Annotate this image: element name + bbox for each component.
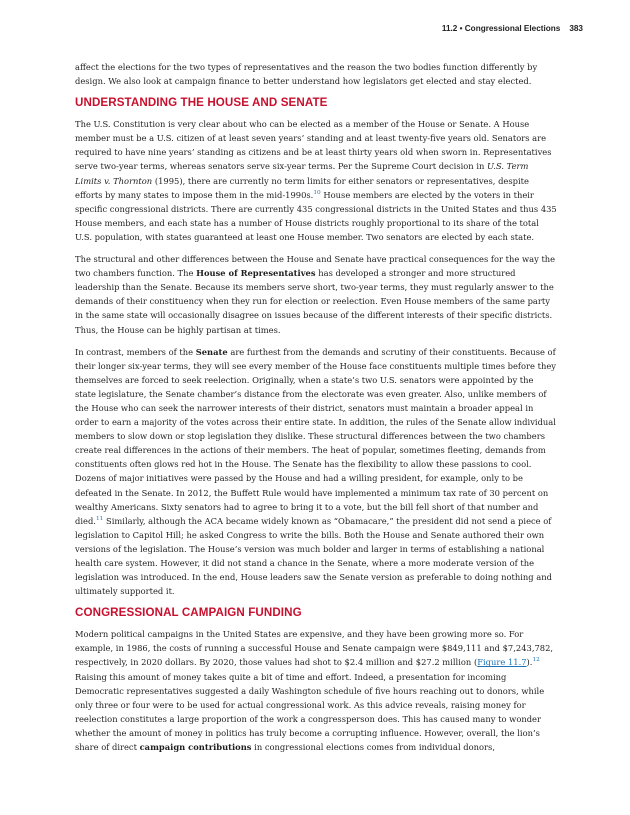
page-body: [75, 60, 557, 762]
key-term-senate: Senate: [195, 346, 228, 357]
running-head: [442, 24, 583, 33]
running-head-section: 11.2 • Congressional Elections: [441, 24, 561, 33]
figure-link[interactable]: Figure 11.7: [477, 657, 527, 668]
section-heading-campaign-funding: CONGRESSIONAL CAMPAIGN FUNDING: [75, 606, 302, 620]
section-heading-house-senate: UNDERSTANDING THE HOUSE AND SENATE: [75, 96, 328, 110]
intro-paragraph: affect the elections for the two types of representatives and the reason the two bodies function differently by design. We also look at campaign finance to better understand how legislators get elected and stay elected.: [75, 62, 538, 87]
case-name: U.S. Term Limits v. Thornton: [75, 161, 529, 186]
key-term-house: House of Representatives: [196, 268, 316, 279]
footnote-ref-11[interactable]: 11: [95, 515, 104, 522]
key-term-campaign-contributions: campaign contributions: [139, 742, 252, 753]
paragraph-eligibility: The U.S. Constitution is very clear about who can be elected as a member of the House or Senate. A House member must be a U.S. citizen of at least seven years’ standing and at least twenty-five years old. Senators are required to have nine years’ standing as citizens and be at least thirty years old when sworn in. Representatives serve two-year terms, whereas senators serve six-year terms. Per the Supreme Court decision in U.S. Term Limits v. Thornton (1995), there are currently no term limits for either senators or representatives, despite efforts by many states to impose them in the mid-1990s.$^{10}$ House members are elected by the voters in their specific congressional districts. There are currently 435 congressional districts in the United States and thus 435 House members, and each state has a number of House districts roughly proportional to its share of the total U.S. population, with states guaranteed at least one House member. Two senators are elected by each state.: [75, 119, 557, 242]
paragraph-senate-contrast: In contrast, members of the Senate are furthest from the demands and scrutiny of their constituents. Because of their longer six-year terms, they will see every member of the House face constituents multiple times before they themselves are forced to seek reelection. Originally, when a state’s two U.S. senators were appointed by the state legislature, the Senate chamber’s distance from the electorate was even greater. Also, unlike members of the House who can seek the narrower interests of their district, senators must maintain a broader appeal in order to earn a majority of the votes across their entire state. In addition, the rules of the Senate allow individual members to slow down or stop legislation they dislike. These structural differences between the two chambers create real differences in the actions of their members. The heat of popular, sometimes fleeting, demands from constituents often glows red hot in the House. The Senate has the flexibility to allow these passions to cool. Dozens of major initiatives were passed by the House and had a willing president, for example, only to be defeated in the Senate. In 2012, the Buffett Rule would have implemented a minimum tax rate of 30 percent on wealthy Americans. Sixty senators had to agree to bring it to a vote, but the bill fell short of that number and died.$^{11}$ Similarly, although the ACA became widely known as “Obamacare,” the president did not send a piece of legislation to Capitol Hill; he asked Congress to write the bills. Both the House and Senate authored their own versions of the legislation. The House’s version was much bolder and larger in terms of establishing a national health care system. However, it did not stand a chance in the Senate, where a more moderate version of the legislation was introduced. In the end, House leaders saw the Senate version as preferable to doing nothing and ultimately supported it.: [75, 346, 556, 597]
footnote-ref-10[interactable]: 10: [313, 189, 321, 196]
footnote-ref-12[interactable]: 12: [532, 657, 540, 664]
paragraph-house-structure: The structural and other differences between the House and Senate have practical consequences for the way the two chambers function. The House of Representatives has developed a stronger and more structured leadership than the Senate. Because its members serve short, two-year terms, they must regularly answer to the demands of their constituency when they run for election or reelection. Even House members of the same party in the same state will occasionally disagree on issues because of the different interests of their specific districts. Thus, the House can be highly partisan at times.: [75, 254, 556, 335]
page-number: 383: [569, 24, 583, 33]
paragraph-campaign-costs: Modern political campaigns in the United States are expensive, and they have been growing more so. For example, in 1986, the costs of running a successful House and Senate campaign were $849,111 and $7,243,782, respectively, in 2020 dollars. By 2020, those values had shot to $2.4 million and $27.2 million (Figure 11.7).$^{12}$ Raising this amount of money takes quite a bit of time and effort. Indeed, a presentation for incoming Democratic representatives suggested a daily Washington schedule of five hours reaching out to donors, while only three or four were to be used for actual congressional work. As this advice reveals, raising money for reelection constitutes a large proportion of the work a congressperson does. This has caused many to wonder whether the amount of money in politics has truly become a corrupting influence. However, overall, the lion’s share of direct campaign contributions in congressional elections comes from individual donors,: [75, 629, 554, 753]
